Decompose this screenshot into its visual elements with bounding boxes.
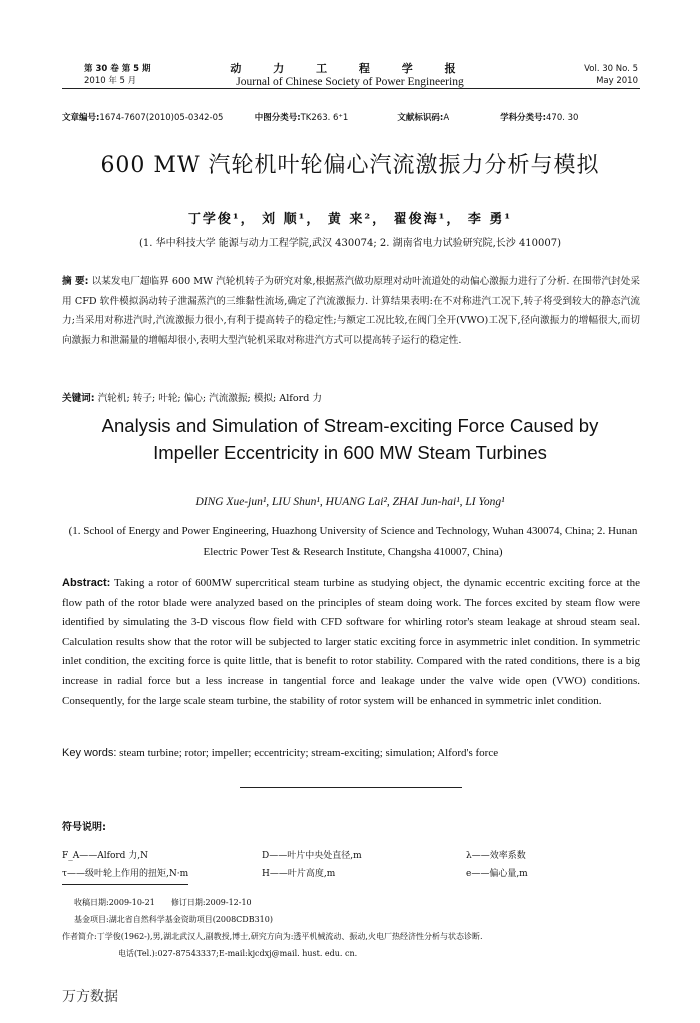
clc-label: 中图分类号:	[254, 113, 301, 123]
clc-code: TK263. 6⁺1	[300, 113, 349, 123]
affiliation-cn: (1. 华中科技大学 能源与动力工程学院,武汉 430074; 2. 湖南省电力试验研究院,长沙 410007)	[138, 238, 562, 249]
header-volume: 第 30 卷 第 5 期	[84, 64, 151, 74]
symbol-item: λ——效率系数	[466, 851, 526, 861]
footnote-rule	[62, 884, 188, 885]
doc-code-label: 文献标识码:	[397, 113, 444, 123]
doc-code: A	[443, 113, 450, 123]
symbol-item: D——叶片中央处直径,m	[262, 851, 362, 861]
authors-en: DING Xue-jun¹, LIU Shun¹, HUANG Lai², ZHAI Jun-hai¹, LI Yong¹	[195, 496, 505, 508]
header-volume-en: Vol. 30 No. 5	[584, 64, 638, 74]
footnote-contact: 电话(Tel.):027-87543337;E-mail:kjcdxj@mail. hust. edu. cn.	[118, 949, 358, 958]
abstract-en-text: Taking a rotor of 600MW supercritical steam turbine as studying object, the dynamic eccentric exciting force at the flow path of the rotor blade were analyzed based on the principles of steam doing work. The forces excited by steam flow were identified by simulating the 3-D viscous flow field with CFD software for whirling rotor's steam leakage at shroud steam seal. Calculation results show that the rotor will be subjected to larger static exciting force in asymmetric inlet condition. In symmetric inlet condition, the exciting force is quite little, that is benefit to rotor stability. Compared with the rated conditions, there is a big increase in radial force but a less increase in tangential force and leakage under the valve wide open (VWO) conditions. Consequently, for the large scale steam turbine, the stability of rotor system will be enhanced in symmetric inlet condition.	[62, 577, 640, 707]
keywords-cn	[62, 390, 640, 404]
footnote-author: 作者简介:丁学俊(1962-),男,湖北武汉人,副教授,博士,研究方向为:透平机械流动、振动,火电厂热经济性分析与状态诊断.	[62, 932, 483, 941]
header-date-en: May 2010	[596, 76, 638, 86]
affiliation-en: (1. School of Energy and Power Engineering, Huazhong University of Science and Technology, Wuhan 430074, China; 2. Hunan Electric Power Test & Research Institute, Changsha 410007, China)	[68, 525, 638, 558]
header-right	[584, 63, 638, 87]
symbol-item: H——叶片高度,m	[262, 869, 336, 879]
subject-code: 470. 30	[546, 113, 579, 123]
abstract-cn-label: 摘 要:	[62, 276, 89, 287]
footnote-fund: 基金项目:湖北省自然科学基金资助项目(2008CDB310)	[74, 915, 273, 924]
journal-name-cn: 动 力 工 程 学 报	[230, 62, 470, 75]
article-no-label: 文章编号:	[62, 113, 100, 123]
keywords-cn-text: 汽轮机; 转子; 叶轮; 偏心; 汽流激振; 模拟; Alford 力	[97, 393, 322, 404]
header-rule	[62, 88, 640, 89]
paper-title-cn: 600 MW 汽轮机叶轮偏心汽流激振力分析与模拟	[100, 153, 600, 178]
nomenclature-heading: 符号说明:	[62, 822, 106, 833]
abstract-en	[62, 574, 640, 711]
abstract-cn	[62, 272, 640, 350]
symbol-item: e——偏心量,m	[466, 869, 528, 879]
keywords-en-label: Key words:	[62, 747, 117, 759]
article-no: 1674-7607(2010)05-0342-05	[99, 113, 224, 123]
article-meta	[62, 111, 578, 123]
footnote-received: 收稿日期:2009-10-21 修订日期:2009-12-10	[74, 898, 252, 907]
keywords-en	[62, 747, 640, 759]
abstract-en-label: Abstract:	[62, 577, 111, 589]
watermark: 万方数据	[62, 989, 118, 1005]
journal-name-en: Journal of Chinese Society of Power Engineering	[236, 76, 464, 88]
paper-title-en: Analysis and Simulation of Stream-exciting Force Caused by Impeller Eccentricity in 600 MW Steam Turbines	[101, 415, 599, 463]
authors-cn: 丁学俊¹， 刘 顺¹， 黄 来²， 翟俊海¹， 李 勇¹	[187, 212, 513, 227]
keywords-en-text: steam turbine; rotor; impeller; eccentricity; stream-exciting; simulation; Alford's force	[119, 747, 499, 759]
header-date-cn: 2010 年 5 月	[84, 76, 137, 86]
symbol-item: F_A——Alford 力,N	[62, 851, 149, 861]
subject-label: 学科分类号:	[500, 113, 547, 123]
section-divider	[240, 787, 462, 788]
keywords-cn-label: 关键词:	[62, 393, 95, 404]
symbol-item: τ——级叶轮上作用的扭矩,N·m	[62, 869, 189, 879]
abstract-cn-text: 以某发电厂超临界 600 MW 汽轮机转子为研究对象,根据蒸汽做功原理对动叶流道处的动偏心激振力进行了分析. 在围带汽封处采用 CFD 软件模拟涡动转子泄漏蒸汽的三维黏性流场,确定了汽流激振力. 计算结果表明:在不对称进汽工况下,转子将受到较大的静态汽流力;当采用对称进汽时,汽流激振力很小,有利于提高转子的稳定性;与额定工况比较,在阀门全开(VWO)工况下,径向激振力的增幅很大,而切向激振力和泄漏量的增幅却很小,表明大型汽轮机采取对称进汽方式可以提高转子运行的稳定性.	[62, 276, 640, 346]
